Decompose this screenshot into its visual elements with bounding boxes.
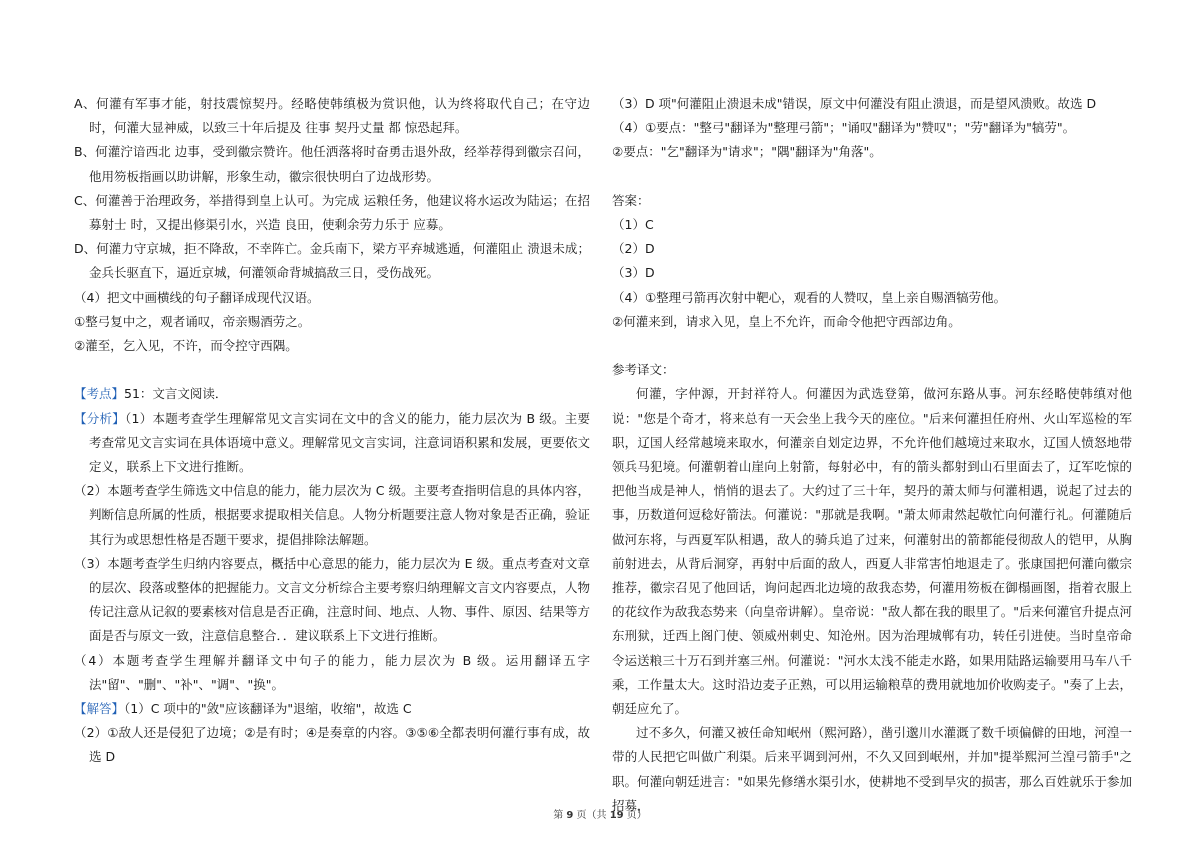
translation-para-1: 何灌，字仲源，开封祥符人。何灌因为武选登第，做河东路从事。河东经略使韩缜对他说："您是个奇才，将来总有一天会坐上我今天的座位。"后来何灌担任府州、火山军巡检的军职，辽国人经常越境来取水，何灌亲自划定边界，不允许他们越境过来取水，辽国人愤怒地带领兵马犯境。何灌朝着山崖向上射箭，每射必中，有的箭头都射到山石里面去了，辽军吃惊的把他当成是神人，悄悄的退去了。大约过了三十年，契丹的萧太师与何灌相遇，说起了过去的事，历数道何逗稔好箭法。何灌说："那就是我啊。"萧太师肃然起敬忙向何灌行礼。何灌随后做河东将，与西夏军队相遇，敌人的骑兵追了过来，何灌射出的箭都能侵彻敌人的铠甲，从胸前射进去，从背后洞穿，再射中后面的敌人，西夏人非常害怕地退走了。张康国把何灌向徽宗推荐，徽宗召见了他回话，询问起西北边境的敌我态势，何灌用笏板在御榻画图，指着衣服上的花纹作为敌我态势来（向皇帝讲解）。皇帝说："敌人都在我的眼里了。"后来何灌官升提点河东刑狱，迁西上阁门使、领威州刺史、知沧州。因为治理城郸有功，转任引进使。当时皇帝命令运送粮三十万石到并塞三州。何灌说："河水太浅不能走水路，如果用陆路运输要用马车八千乘，工作量太大。这时沿边麦子正熟，可以用运输粮草的费用就地加价收购麦子。"奏了上去，朝廷应允了。 [612,386,1132,717]
jieda-tag: 【解答】 [74,701,125,717]
spacer [74,358,590,382]
option-c: C、何灌善于治理政务，举措得到皇上认可。为完成 运粮任务，他建议将水运改为陆运；在招募射士 时，又提出修渠引水，兴造 良田，使剩余劳力乐于 应募。 [74,192,590,233]
option-d: D、何灌力守京城，拒不降敌，不幸阵亡。金兵南下，梁方平弃城逃遁，何灌阻止 溃退未成；金兵长驱直下，逼近京城，何灌领命背城搞敌三日，受伤战死。 [74,241,590,281]
analysis-4a: （4）①要点："整弓"翻译为"整理弓箭"；"诵叹"翻译为"赞叹"；"劳"翻译为"犒劳"。 [612,120,1076,136]
fenxi-1 [74,407,590,480]
right-column [612,92,1132,818]
fenxi-3: （3）本题考查学生归纳内容要点，概括中心意思的能力，能力层次为 E 级。重点考查对文章的层次、段落或整体的把握能力。文言文分析综合主要考察归纳理解文言文内容要点，人物传记注意从记叙的要素核对信息是否正确，注意时间、地点、人物、事件、原因、结果等方面是否与原文一致，注意信息整合．．建议联系上下文进行推断。 [74,555,590,644]
answer-4: （4）①整理弓箭再次射中靶心，观看的人赞叹，皇上亲自赐酒犒劳他。 [612,289,1007,305]
question-4: （4）把文中画横线的句子翻译成现代汉语。 [74,289,320,305]
spacer [612,334,1132,358]
footer-middle: 页（共 [573,810,610,821]
jieda-1 [74,697,590,721]
analysis-3: （3）D 项"何灌阻止溃退未成"错误，原文中何灌没有阻止溃退，而是望风溃败。故选 D [612,96,1097,111]
option-b: B、何灌泞谙西北 边事，受到徽宗赞许。他任洒落将时奋勇击退外敌，经举荐得到徽宗召问，他用笏板指画以助讲解，形象生动，徽宗很快明白了边战形势。 [74,144,590,184]
left-column [74,92,590,770]
kaodian-text: 51：文言文阅读． [124,386,228,402]
fenxi-tag: 【分析】 [74,410,126,426]
answer-3: （3）D [612,265,655,281]
footer-prefix: 第 [553,810,567,821]
analysis-4b: ②要点："乞"翻译为"请求"；"隅"翻译为"角落"。 [612,144,882,160]
answer-1: （1）C [612,217,654,232]
answer-5: ②何灌来到，请求入见，皇上不允许，而命令他把守西部边角。 [612,313,961,329]
kaodian-tag: 【考点】 [74,386,125,402]
jieda-1-text: （1）C 项中的"敛"应该翻译为"退缩，收缩"，故选 C [124,701,412,717]
answer-title: 答案： [612,192,650,208]
option-a: A、何灌有军事才能，射技震惊契丹。经略使韩缜极为赏识他，认为终将取代自己；在守边时，何灌大显神威，以致三十年后提及 往事 契丹丈量 都 惊恐起拜。 [74,96,590,136]
translation-para-2: 过不多久，何灌又被任命知岷州（熙河路），凿引邈川水灌溉了数千顷偏僻的田地，河湟一带的人民把它叫做广利渠。后来平调到河州，不久又回到岷州，并加"提举熙河兰湟弓箭手"之职。何灌向朝廷进言："如果先修缮水渠引水，使耕地不受到旱灾的损害，那么百姓就乐于参加招募， [612,725,1132,813]
page-number: 9 [566,810,574,821]
fenxi-1-text: （1）本题考查学生理解常见文言实词在文中的含义的能力，能力层次为 B 级。主要考查常见文言实词在具体语境中意义。理解常见文言实词，注意词语积累和发展，更要依文定义，联系上下文进行推断。 [89,410,590,475]
kaodian [74,382,590,406]
jieda-2: （2）①敌人还是侵犯了边境；②是有时；④是奏章的内容。③⑤⑥全都表明何灌行事有成，故选 D [74,725,590,765]
page-footer [0,806,1200,821]
sentence-1: ①整弓复中之，观者诵叹，帝亲赐酒劳之。 [74,313,311,329]
translation-title: 参考译文： [612,362,675,378]
answer-2: （2）D [612,241,655,257]
footer-suffix: 页） [623,810,647,821]
fenxi-4: （4）本题考查学生理解并翻译文中句子的能力，能力层次为 B 级。运用翻译五字法"留"、"删"、"补"、"调"、"换"。 [74,652,590,692]
fenxi-2: （2）本题考查学生筛选文中信息的能力，能力层次为 C 级。主要考查指明信息的具体内容，判断信息所属的性质，根据要求提取相关信息。人物分析题要注意人物对象是否正确，验证其行为或思想性格是否题干要求，提倡排除法解题。 [74,483,590,547]
total-pages: 19 [609,810,624,821]
sentence-2: ②灌至，乞入见，不许，而令控守西隅。 [74,338,298,354]
spacer [612,165,1132,189]
